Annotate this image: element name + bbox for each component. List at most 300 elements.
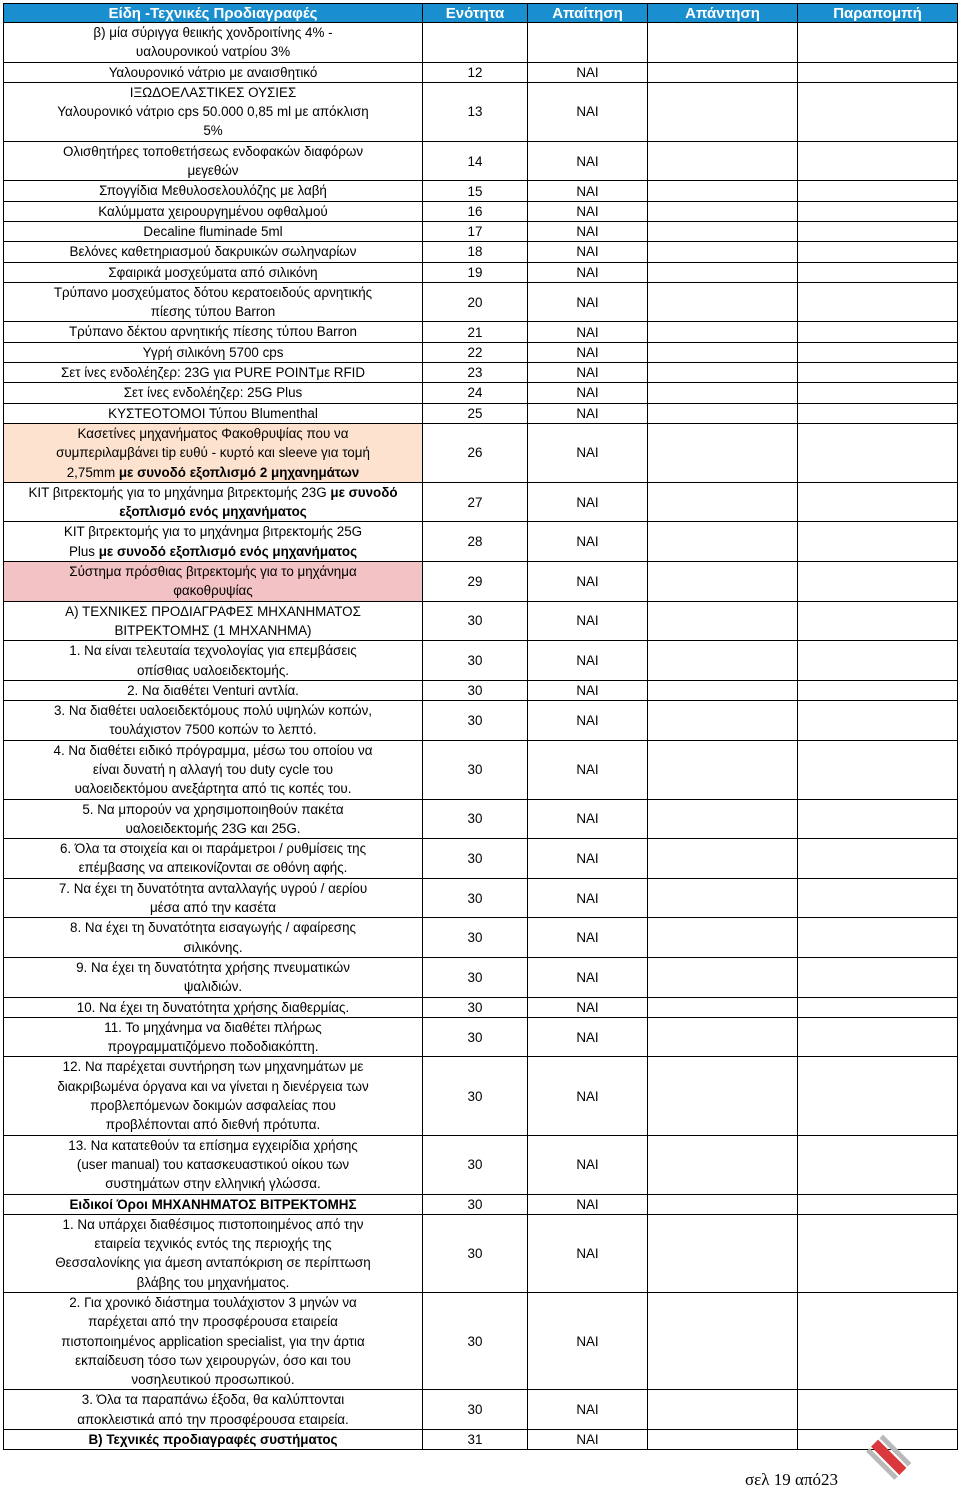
description-line: Β) Τεχνικές προδιαγραφές συστήματος xyxy=(88,1432,338,1448)
section-number: 30 xyxy=(423,1293,528,1390)
description-line: 12. Να παρέχεται συντήρηση των μηχανημάτων με xyxy=(62,1059,364,1075)
item-description xyxy=(4,522,423,562)
answer-cell[interactable] xyxy=(648,1194,798,1214)
item-description xyxy=(4,878,423,918)
item-description xyxy=(4,482,423,522)
requirement-value: ΝΑΙ xyxy=(528,363,648,383)
table-row xyxy=(4,262,958,282)
reference-cell[interactable] xyxy=(798,1214,958,1292)
item-description xyxy=(4,740,423,799)
description-line: Τρύπανο μοσχεύματος δότου κερατοειδούς αρνητικής xyxy=(53,284,373,300)
section-number: 25 xyxy=(423,403,528,423)
description-bold-note: με συνοδό εξοπλισμό 2 μηχανημάτων xyxy=(118,464,360,480)
description-line: Βελόνες καθετηριασμού δακρυικών σωληναρίων xyxy=(69,244,357,260)
description-line: εκπαίδευση τόσο των χειρουργών, όσο και του xyxy=(75,1352,351,1368)
section-number: 30 xyxy=(423,1194,528,1214)
section-number: 29 xyxy=(423,562,528,602)
table-row xyxy=(4,680,958,700)
description-line: τουλάχιστον 7500 κοπών το λεπτό. xyxy=(109,722,317,738)
table-row xyxy=(4,1214,958,1292)
section-number: 30 xyxy=(423,957,528,997)
table-row xyxy=(4,423,958,482)
section-number: 21 xyxy=(423,322,528,342)
item-description xyxy=(4,1430,423,1450)
reference-cell[interactable] xyxy=(798,1017,958,1057)
answer-cell[interactable] xyxy=(648,141,798,181)
item-description xyxy=(4,423,423,482)
description-line: ψαλιδιών. xyxy=(183,979,243,995)
description-line: Σπογγίδια Μεθυλοσελουλόζης με λαβή xyxy=(99,183,327,199)
answer-cell[interactable] xyxy=(648,282,798,322)
answer-cell[interactable] xyxy=(648,1057,798,1135)
requirement-value: ΝΑΙ xyxy=(528,997,648,1017)
item-description xyxy=(4,262,423,282)
reference-cell[interactable] xyxy=(798,262,958,282)
table-row xyxy=(4,201,958,221)
requirement-value: ΝΑΙ xyxy=(528,601,648,641)
description-line: Σφαιρικά μοσχεύματα από σιλικόνη xyxy=(108,264,318,280)
requirement-value: ΝΑΙ xyxy=(528,141,648,181)
section-number xyxy=(423,23,528,63)
table-row xyxy=(4,1194,958,1214)
requirement-value: ΝΑΙ xyxy=(528,957,648,997)
reference-cell[interactable] xyxy=(798,1057,958,1135)
answer-cell[interactable] xyxy=(648,918,798,958)
reference-cell[interactable] xyxy=(798,878,958,918)
description-line: ΒΙΤΡΕΚΤΟΜΗΣ (1 ΜΗΧΑΝΗΜΑ) xyxy=(114,622,312,638)
answer-cell[interactable] xyxy=(648,997,798,1017)
answer-cell[interactable] xyxy=(648,1293,798,1390)
requirement-value: ΝΑΙ xyxy=(528,701,648,741)
description-line: αποκλειστικά από την προσφέρουσα εταιρεία. xyxy=(77,1411,349,1427)
requirement-value: ΝΑΙ xyxy=(528,482,648,522)
item-description xyxy=(4,62,423,82)
answer-cell[interactable] xyxy=(648,423,798,482)
item-description xyxy=(4,997,423,1017)
requirement-value: ΝΑΙ xyxy=(528,262,648,282)
requirement-value: ΝΑΙ xyxy=(528,562,648,602)
section-number: 26 xyxy=(423,423,528,482)
section-number: 30 xyxy=(423,701,528,741)
reference-cell[interactable] xyxy=(798,141,958,181)
table-row xyxy=(4,522,958,562)
table-row xyxy=(4,23,958,63)
item-description xyxy=(4,1214,423,1292)
description-bold-note: με συνοδό εξοπλισμό ενός μηχανήματος xyxy=(119,484,398,520)
reference-cell[interactable] xyxy=(798,242,958,262)
requirement-value: ΝΑΙ xyxy=(528,322,648,342)
description-line: 5. Να μπορούν να χρησιμοποιηθούν πακέτα xyxy=(82,801,344,817)
description-line: Decaline fluminade 5ml xyxy=(143,223,283,239)
reference-cell[interactable] xyxy=(798,701,958,741)
description-line: 6. Όλα τα στοιχεία και οι παράμετροι / ρυθμίσεις της xyxy=(59,841,367,857)
item-description xyxy=(4,23,423,63)
description-line: προγραμματιζόμενο ποδοδιακόπτη. xyxy=(107,1039,319,1055)
reference-cell[interactable] xyxy=(798,82,958,141)
item-description xyxy=(4,363,423,383)
table-row xyxy=(4,701,958,741)
reference-cell[interactable] xyxy=(798,482,958,522)
description-line: 3. Να διαθέτει υαλοειδεκτόμους πολύ υψηλών κοπών, xyxy=(53,703,373,719)
description-line: νοσηλευτικού προσωπικού. xyxy=(131,1372,295,1388)
answer-cell[interactable] xyxy=(648,701,798,741)
description-line: Σύστημα πρόσθιας βιτρεκτομής για το μηχάνημα xyxy=(69,564,357,580)
reference-cell[interactable] xyxy=(798,201,958,221)
reference-cell[interactable] xyxy=(798,1194,958,1214)
requirement-value xyxy=(528,23,648,63)
reference-cell[interactable] xyxy=(798,740,958,799)
reference-cell[interactable] xyxy=(798,601,958,641)
answer-cell[interactable] xyxy=(648,181,798,201)
requirement-value: ΝΑΙ xyxy=(528,641,648,681)
table-row xyxy=(4,799,958,839)
reference-cell[interactable] xyxy=(798,1293,958,1390)
section-number: 17 xyxy=(423,221,528,241)
answer-cell[interactable] xyxy=(648,221,798,241)
item-description xyxy=(4,181,423,201)
reference-cell[interactable] xyxy=(798,363,958,383)
description-line: 13. Να κατατεθούν τα επίσημα εγχειρίδια χρήσης xyxy=(68,1137,358,1153)
description-line: 11. Το μηχάνημα να διαθέτει πλήρως xyxy=(104,1019,322,1035)
requirement-value: ΝΑΙ xyxy=(528,680,648,700)
section-number: 30 xyxy=(423,1017,528,1057)
answer-cell[interactable] xyxy=(648,1135,798,1194)
description-line: Υαλουρονικό νάτριο με αναισθητικό xyxy=(108,64,318,80)
description-line: Ολισθητήρες τοποθετήσεως ενδοφακών διαφόρων xyxy=(62,143,364,159)
answer-cell[interactable] xyxy=(648,740,798,799)
description-line: προβλεπόμενων δοκιμών ασφαλείας που xyxy=(90,1098,336,1114)
item-description xyxy=(4,1057,423,1135)
description-line: 2. Να διαθέτει Venturi αντλία. xyxy=(127,682,299,698)
description-line: υαλουρονικού νατρίου 3% xyxy=(135,44,291,60)
section-number: 30 xyxy=(423,1135,528,1194)
item-description xyxy=(4,918,423,958)
table-row xyxy=(4,1057,958,1135)
answer-cell[interactable] xyxy=(648,62,798,82)
description-line: μεγεθών xyxy=(187,163,239,179)
description-line: Κασετίνες μηχανήματος Φακοθρυψίας που να xyxy=(77,425,349,441)
requirement-value: ΝΑΙ xyxy=(528,282,648,322)
item-description xyxy=(4,201,423,221)
description-line: 10. Να έχει τη δυνατότητα χρήσης διαθερμίας. xyxy=(76,999,350,1015)
section-number: 30 xyxy=(423,799,528,839)
section-number: 27 xyxy=(423,482,528,522)
section-number: 30 xyxy=(423,1057,528,1135)
answer-cell[interactable] xyxy=(648,403,798,423)
table-row xyxy=(4,839,958,879)
reference-cell[interactable] xyxy=(798,680,958,700)
description-line: Θεσσαλονίκης για άμεση ανταπόκριση σε περίπτωση xyxy=(55,1255,371,1271)
description-line: ΙΞΩΔΟΕΛΑΣΤΙΚΕΣ ΟΥΣΙΕΣ xyxy=(129,84,297,100)
requirement-value: ΝΑΙ xyxy=(528,1194,648,1214)
table-row xyxy=(4,221,958,241)
table-row xyxy=(4,957,958,997)
answer-cell[interactable] xyxy=(648,82,798,141)
description-line: υαλοειδεκτομής 23G και 25G. xyxy=(125,820,301,836)
section-number: 13 xyxy=(423,82,528,141)
section-number: 30 xyxy=(423,1214,528,1292)
table-row xyxy=(4,82,958,141)
requirement-value: ΝΑΙ xyxy=(528,242,648,262)
table-row xyxy=(4,997,958,1017)
description-line: ΚΙΤ βιτρεκτομής για το μηχάνημα βιτρεκτομής 23G xyxy=(28,484,331,500)
table-header-row xyxy=(4,4,958,23)
description-line: β) μία σύριγγα θειικής χονδροιτίνης 4% - xyxy=(93,25,333,40)
answer-cell[interactable] xyxy=(648,641,798,681)
description-line: 8. Να έχει τη δυνατότητα εισαγωγής / αφαίρεσης xyxy=(70,920,356,936)
reference-cell[interactable] xyxy=(798,403,958,423)
reference-cell[interactable] xyxy=(798,799,958,839)
requirement-value: ΝΑΙ xyxy=(528,383,648,403)
description-bold-note: με συνοδό εξοπλισμό ενός μηχανήματος xyxy=(98,543,358,559)
table-row xyxy=(4,562,958,602)
answer-cell[interactable] xyxy=(648,242,798,262)
description-line: παρέχεται από την προσφέρουσα εταιρεία xyxy=(88,1314,338,1330)
item-description xyxy=(4,141,423,181)
table-row xyxy=(4,1430,958,1450)
table-row xyxy=(4,383,958,403)
description-line: σιλικόνης. xyxy=(183,939,243,955)
col-header-reference: Παραπομπή xyxy=(798,4,958,23)
item-description xyxy=(4,1135,423,1194)
description-line: εταιρεία τεχνικός εντός της περιοχής της xyxy=(94,1236,332,1252)
answer-cell[interactable] xyxy=(648,522,798,562)
reference-cell[interactable] xyxy=(798,342,958,362)
answer-cell[interactable] xyxy=(648,363,798,383)
description-line: ΚΥΣΤΕΟΤΟΜΟΙ Τύπου Blumenthal xyxy=(108,405,318,421)
description-line: πίεσης τύπου Barron xyxy=(150,304,276,320)
item-description xyxy=(4,1390,423,1430)
answer-cell[interactable] xyxy=(648,262,798,282)
item-description xyxy=(4,403,423,423)
description-line: Ειδικοί Όροι ΜΗΧΑΝΗΜΑΤΟΣ ΒΙΤΡΕΚΤΟΜΗΣ xyxy=(69,1196,357,1212)
item-description xyxy=(4,641,423,681)
requirement-value: ΝΑΙ xyxy=(528,221,648,241)
item-description xyxy=(4,1293,423,1390)
reference-cell[interactable] xyxy=(798,1135,958,1194)
answer-cell[interactable] xyxy=(648,342,798,362)
reference-cell[interactable] xyxy=(798,839,958,879)
description-line: συμπεριλαμβάνει tip ευθύ - κυρτό και sleeve για τομή xyxy=(56,445,370,461)
col-header-requirement: Απαίτηση xyxy=(528,4,648,23)
table-row xyxy=(4,282,958,322)
section-number: 22 xyxy=(423,342,528,362)
reference-cell[interactable] xyxy=(798,641,958,681)
answer-cell[interactable] xyxy=(648,878,798,918)
requirement-value: ΝΑΙ xyxy=(528,1430,648,1450)
table-row xyxy=(4,141,958,181)
table-row xyxy=(4,1017,958,1057)
item-description xyxy=(4,562,423,602)
table-body xyxy=(4,23,958,1450)
description-line: επέμβασης να απεικονίζονται σε οθόνη αφής. xyxy=(78,860,348,876)
item-description xyxy=(4,1017,423,1057)
reference-cell[interactable] xyxy=(798,522,958,562)
section-number: 30 xyxy=(423,680,528,700)
table-row xyxy=(4,482,958,522)
requirement-value: ΝΑΙ xyxy=(528,1057,648,1135)
table-row xyxy=(4,242,958,262)
requirement-value: ΝΑΙ xyxy=(528,1017,648,1057)
reference-cell[interactable] xyxy=(798,322,958,342)
section-number: 30 xyxy=(423,601,528,641)
publisher-logo-icon xyxy=(862,1432,914,1484)
reference-cell[interactable] xyxy=(798,221,958,241)
reference-cell[interactable] xyxy=(798,62,958,82)
section-number: 16 xyxy=(423,201,528,221)
requirement-value: ΝΑΙ xyxy=(528,1135,648,1194)
reference-cell[interactable] xyxy=(798,918,958,958)
description-line: βλάβης του μηχανήματος. xyxy=(136,1274,290,1290)
requirement-value: ΝΑΙ xyxy=(528,403,648,423)
requirement-value: ΝΑΙ xyxy=(528,62,648,82)
answer-cell[interactable] xyxy=(648,1430,798,1450)
requirement-value: ΝΑΙ xyxy=(528,82,648,141)
requirement-value: ΝΑΙ xyxy=(528,1293,648,1390)
answer-cell[interactable] xyxy=(648,601,798,641)
description-line: 7. Να έχει τη δυνατότητα ανταλλαγής υγρού / αερίου xyxy=(58,880,368,896)
section-number: 18 xyxy=(423,242,528,262)
answer-cell[interactable] xyxy=(648,957,798,997)
answer-cell[interactable] xyxy=(648,799,798,839)
item-description xyxy=(4,799,423,839)
description-line: Σετ ίνες ενδολέηζερ: 23G για PURE POINTμε RFID xyxy=(60,365,366,381)
requirement-value: ΝΑΙ xyxy=(528,201,648,221)
answer-cell[interactable] xyxy=(648,1390,798,1430)
section-number: 14 xyxy=(423,141,528,181)
section-number: 19 xyxy=(423,262,528,282)
requirement-value: ΝΑΙ xyxy=(528,522,648,562)
description-line: 9. Να έχει τη δυνατότητα χρήσης πνευματικών xyxy=(76,959,350,975)
section-number: 28 xyxy=(423,522,528,562)
description-line: οπίσθιας υαλοειδεκτομής. xyxy=(136,662,290,678)
table-row xyxy=(4,62,958,82)
section-number: 30 xyxy=(423,997,528,1017)
answer-cell[interactable] xyxy=(648,680,798,700)
table-row xyxy=(4,601,958,641)
reference-cell[interactable] xyxy=(798,1390,958,1430)
section-number: 20 xyxy=(423,282,528,322)
answer-cell[interactable] xyxy=(648,562,798,602)
requirement-value: ΝΑΙ xyxy=(528,740,648,799)
description-line: 1. Να είναι τελευταία τεχνολογίας για επεμβάσεις xyxy=(69,643,357,659)
reference-cell[interactable] xyxy=(798,181,958,201)
answer-cell[interactable] xyxy=(648,482,798,522)
table-row xyxy=(4,363,958,383)
reference-cell[interactable] xyxy=(798,997,958,1017)
requirement-value: ΝΑΙ xyxy=(528,918,648,958)
description-line: διακριβωμένα όργανα και να γίνεται η διενέργεια των xyxy=(57,1078,369,1094)
table-row xyxy=(4,342,958,362)
description-line: 5% xyxy=(203,123,223,139)
page-number: σελ 19 από23 xyxy=(745,1470,839,1489)
requirement-value: ΝΑΙ xyxy=(528,839,648,879)
description-line: Plus xyxy=(68,543,99,559)
item-description xyxy=(4,839,423,879)
answer-cell[interactable] xyxy=(648,23,798,63)
description-line: 1. Να υπάρχει διαθέσιμος πιστοποιημένος από την xyxy=(62,1216,364,1232)
reference-cell[interactable] xyxy=(798,282,958,322)
description-line: πιστοποιημένος application specialist, για την άρτια xyxy=(61,1333,365,1349)
requirement-value: ΝΑΙ xyxy=(528,423,648,482)
description-line: υαλοειδεκτόμου ανεξάρτητα από τις κοπές του. xyxy=(74,781,352,797)
item-description xyxy=(4,680,423,700)
answer-cell[interactable] xyxy=(648,201,798,221)
answer-cell[interactable] xyxy=(648,1214,798,1292)
reference-cell[interactable] xyxy=(798,562,958,602)
description-line: μέσα από την κασέτα xyxy=(149,900,277,916)
description-line: (user manual) του κατασκευαστικού οίκου των xyxy=(76,1156,350,1172)
table-row xyxy=(4,1135,958,1194)
section-number: 30 xyxy=(423,839,528,879)
table-row xyxy=(4,403,958,423)
answer-cell[interactable] xyxy=(648,839,798,879)
col-header-answer: Απάντηση xyxy=(648,4,798,23)
item-description xyxy=(4,342,423,362)
col-header-section: Ενότητα xyxy=(423,4,528,23)
section-number: 30 xyxy=(423,918,528,958)
answer-cell[interactable] xyxy=(648,383,798,403)
table-row xyxy=(4,322,958,342)
requirement-value: ΝΑΙ xyxy=(528,181,648,201)
reference-cell[interactable] xyxy=(798,383,958,403)
description-line: φακοθρυψίας xyxy=(173,583,253,599)
section-number: 23 xyxy=(423,363,528,383)
description-line: Σετ ίνες ενδολέηζερ: 25G Plus xyxy=(123,385,303,401)
description-line: Υαλουρονικό νάτριο cps 50.000 0,85 ml με απόκλιση xyxy=(57,104,369,120)
answer-cell[interactable] xyxy=(648,1017,798,1057)
reference-cell[interactable] xyxy=(798,23,958,63)
description-line: Καλύμματα χειρουργημένου οφθαλμού xyxy=(98,203,328,219)
item-description xyxy=(4,601,423,641)
table-row xyxy=(4,878,958,918)
section-number: 12 xyxy=(423,62,528,82)
table-row xyxy=(4,740,958,799)
answer-cell[interactable] xyxy=(648,322,798,342)
spec-table xyxy=(3,3,958,1450)
description-line: 4. Να διαθέτει ειδικό πρόγραμμα, μέσω του οποίου να xyxy=(53,742,373,758)
table-row xyxy=(4,1293,958,1390)
description-line: προβλέπονται από διεθνή πρότυπα. xyxy=(105,1117,321,1133)
col-header-item: Είδη -Τεχνικές Προδιαγραφές xyxy=(4,4,423,23)
description-line: 2,75mm xyxy=(66,464,119,480)
table-row xyxy=(4,641,958,681)
description-line: συστημάτων στην ελληνική γλώσσα. xyxy=(105,1176,321,1192)
requirement-value: ΝΑΙ xyxy=(528,1214,648,1292)
item-description xyxy=(4,701,423,741)
item-description xyxy=(4,322,423,342)
requirement-value: ΝΑΙ xyxy=(528,878,648,918)
section-number: 30 xyxy=(423,740,528,799)
description-line: 3. Όλα τα παραπάνω έξοδα, θα καλύπτονται xyxy=(81,1392,345,1408)
item-description xyxy=(4,383,423,403)
item-description xyxy=(4,242,423,262)
section-number: 31 xyxy=(423,1430,528,1450)
description-line: ΚΙΤ βιτρεκτομής για το μηχάνημα βιτρεκτομής 25G xyxy=(63,524,363,540)
requirement-value: ΝΑΙ xyxy=(528,342,648,362)
reference-cell[interactable] xyxy=(798,423,958,482)
item-description xyxy=(4,82,423,141)
section-number: 30 xyxy=(423,878,528,918)
description-line: είναι δυνατή η αλλαγή του duty cycle του xyxy=(92,761,334,777)
description-line: 2. Για χρονικό διάστημα τουλάχιστον 3 μηνών να xyxy=(69,1295,357,1310)
table-row xyxy=(4,918,958,958)
section-number: 30 xyxy=(423,1390,528,1430)
section-number: 15 xyxy=(423,181,528,201)
description-line: Α) ΤΕΧΝΙΚΕΣ ΠΡΟΔΙΑΓΡΑΦΕΣ ΜΗΧΑΝΗΜΑΤΟΣ xyxy=(65,603,361,619)
reference-cell[interactable] xyxy=(798,957,958,997)
item-description xyxy=(4,221,423,241)
